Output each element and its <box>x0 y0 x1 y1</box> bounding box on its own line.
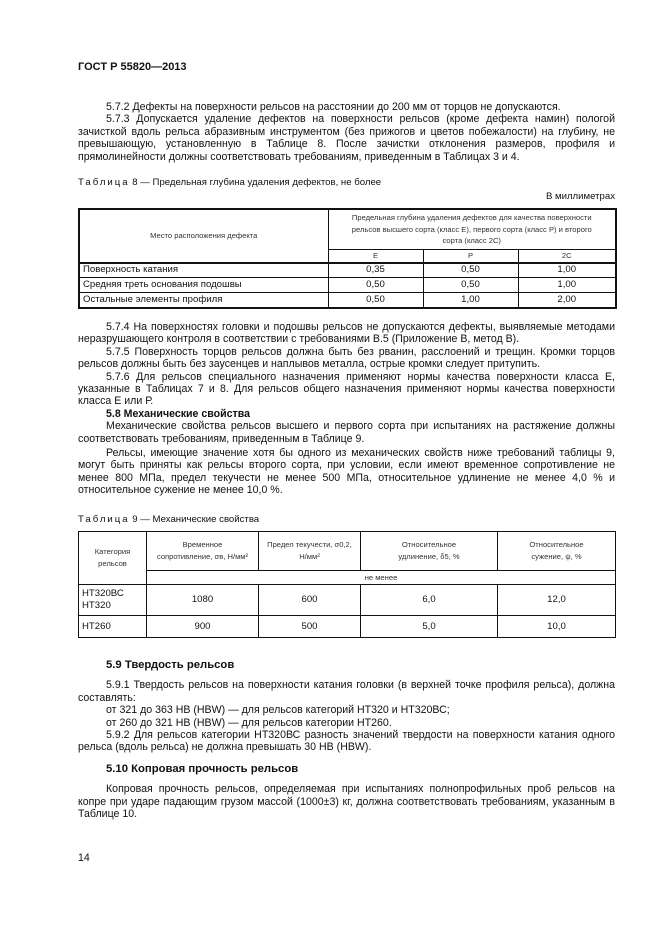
cell: 0,50 <box>423 278 518 293</box>
header-minimum: не менее <box>147 571 616 585</box>
cell: 0,50 <box>423 263 518 278</box>
header-location: Место расположения дефекта <box>79 209 328 263</box>
heading-5-9: 5.9 Твердость рельсов <box>106 659 235 671</box>
caption-word: Таблица <box>78 514 130 525</box>
row-label: Средняя треть основания подошвы <box>79 278 328 293</box>
paragraph-5-7-5: 5.7.5 Поверхность торцов рельсов должна быть без рванин, расслоений и трещин. Кромки торцов рельсов должны быть без заусенцев и наплывов металла, острые кромки следует притупить. <box>78 345 615 371</box>
paragraph-5-7-3: 5.7.3 Допускается удаление дефектов на поверхности рельсов (кроме дефекта намин) пологой зачисткой вдоль рельса абразивным инструментом (без прижогов и цветов побежалости) на глубину, не превышающую, установленную в Таблице 8. После зачистки отклонения размеров, профиля и прямолинейности должны соответствовать требованиям, приведенным в Таблицах 3 и 4. <box>78 113 615 163</box>
cell: 600 <box>259 585 361 616</box>
row-label <box>79 585 147 616</box>
cell: 0,35 <box>328 263 423 278</box>
header-tensile-strength: Временное сопротивление, σв, Н/мм² <box>147 532 259 571</box>
cell: 1,00 <box>423 293 518 308</box>
cell: 0,50 <box>328 293 423 308</box>
heading-5-10: 5.10 Копровая прочность рельсов <box>106 762 299 775</box>
section-5-9 <box>78 659 615 820</box>
category-name: НТ320 <box>82 600 111 611</box>
cell: 900 <box>147 616 259 638</box>
header-class-2c: 2С <box>518 249 616 263</box>
table-9 <box>78 531 616 638</box>
cell: 10,0 <box>498 616 616 638</box>
table-row <box>79 585 616 616</box>
table-row <box>79 293 616 308</box>
page-number: 14 <box>78 852 90 864</box>
section-5-7-4-to-5-8 <box>78 321 615 497</box>
header-reduction: Относительное сужение, ψ, % <box>498 532 616 571</box>
header-elongation: Относительное удлинение, δ5, % <box>361 532 498 571</box>
caption-word: Таблица <box>78 177 130 188</box>
table-row <box>79 616 616 638</box>
cell: 2,00 <box>518 293 616 308</box>
paragraph-5-8-a: Механические свойства рельсов высшего и первого сорта при испытаниях на растяжение должны соответствовать требованиям, приведенным в Таблице 9. <box>78 420 615 445</box>
category-name: НТ320ВС <box>82 588 124 599</box>
cell: 1,00 <box>518 263 616 278</box>
table-row <box>79 278 616 293</box>
cell: 12,0 <box>498 585 616 616</box>
paragraph-5-10: Копровая прочность рельсов, определяемая при испытаниях полнопрофильных проб рельсов на копре при ударе падающим грузом массой (1000±3) кг, должна соответствовать требованиям, указанным в Таблице 10. <box>78 783 615 821</box>
paragraph-5-8-b: Рельсы, имеющие значение хотя бы одного из механических свойств ниже требований таблицы 9, могут быть приняты как рельсы второго сорта, при условии, если имеют временное сопротивление не менее 800 МПа, предел текучести не менее 500 МПа, относительное удлинение не менее 4,0 % и относительное сужение не менее 10,0 %. <box>78 447 615 497</box>
paragraph-5-9-1-b: от 260 до 321 НВ (HBW) — для рельсов категории НТ260. <box>106 716 392 729</box>
paragraph-5-9-1: 5.9.1 Твердость рельсов на поверхности катания головки (в верхней точке профиля рельса), должна составлять: <box>78 679 615 704</box>
header-class-e: Е <box>328 249 423 263</box>
table-9-caption <box>78 514 615 525</box>
caption-text: 9 — Механические свойства <box>129 514 260 525</box>
cell: 500 <box>259 616 361 638</box>
row-label: НТ260 <box>79 616 147 638</box>
cell: 5,0 <box>361 616 498 638</box>
table-8-units: В миллиметрах <box>545 191 615 202</box>
paragraph-5-9-1-a: от 321 до 363 НВ (HBW) — для рельсов категорий НТ320 и НТ320ВС; <box>106 704 450 717</box>
cell: 6,0 <box>361 585 498 616</box>
cell: 1,00 <box>518 278 616 293</box>
document-header: ГОСТ Р 55820—2013 <box>78 61 187 73</box>
header-yield-strength: Предел текучести, σ0,2, Н/мм² <box>259 532 361 571</box>
paragraph-5-7-6: 5.7.6 Для рельсов специального назначения применяют нормы качества поверхности класса Е, указанные в Таблицах 7 и 8. Для рельсов общего назначения применяют нормы качества поверхности класса Е или Р. <box>78 370 615 408</box>
cell: 0,50 <box>328 278 423 293</box>
table-8 <box>78 208 617 309</box>
header-category: Категория рельсов <box>79 532 147 585</box>
paragraph-5-7-4: 5.7.4 На поверхностях головки и подошвы рельсов не допускаются дефекты, выявляемые методами неразрушающего контроля в соответствии с требованиями В.5 (Приложение В, метод В). <box>78 321 615 346</box>
table-8-caption <box>78 177 615 188</box>
header-depth-group: Предельная глубина удаления дефектов для качества поверхности рельсов высшего сорта (класс Е), первого сорта (класс Р) и второго сорта (класс 2С) <box>328 209 616 249</box>
caption-text: 8 — Предельная глубина удаления дефектов, не более <box>129 177 382 188</box>
header-class-p: Р <box>423 249 518 263</box>
row-label: Поверхность катания <box>79 263 328 278</box>
row-label: Остальные элементы профиля <box>79 293 328 308</box>
paragraph-5-9-2: 5.9.2 Для рельсов категории НТ320ВС разность значений твердости на поверхности катания одного рельса (вдоль рельса) не должна превышать 30 НВ (HBW). <box>78 729 615 754</box>
heading-5-8: 5.8 Механические свойства <box>106 407 250 420</box>
cell: 1080 <box>147 585 259 616</box>
section-5-7-2-to-5-7-3 <box>78 101 615 163</box>
paragraph-5-7-2: 5.7.2 Дефекты на поверхности рельсов на расстоянии до 200 мм от торцов не допускаются. <box>106 101 561 113</box>
table-row <box>79 263 616 278</box>
